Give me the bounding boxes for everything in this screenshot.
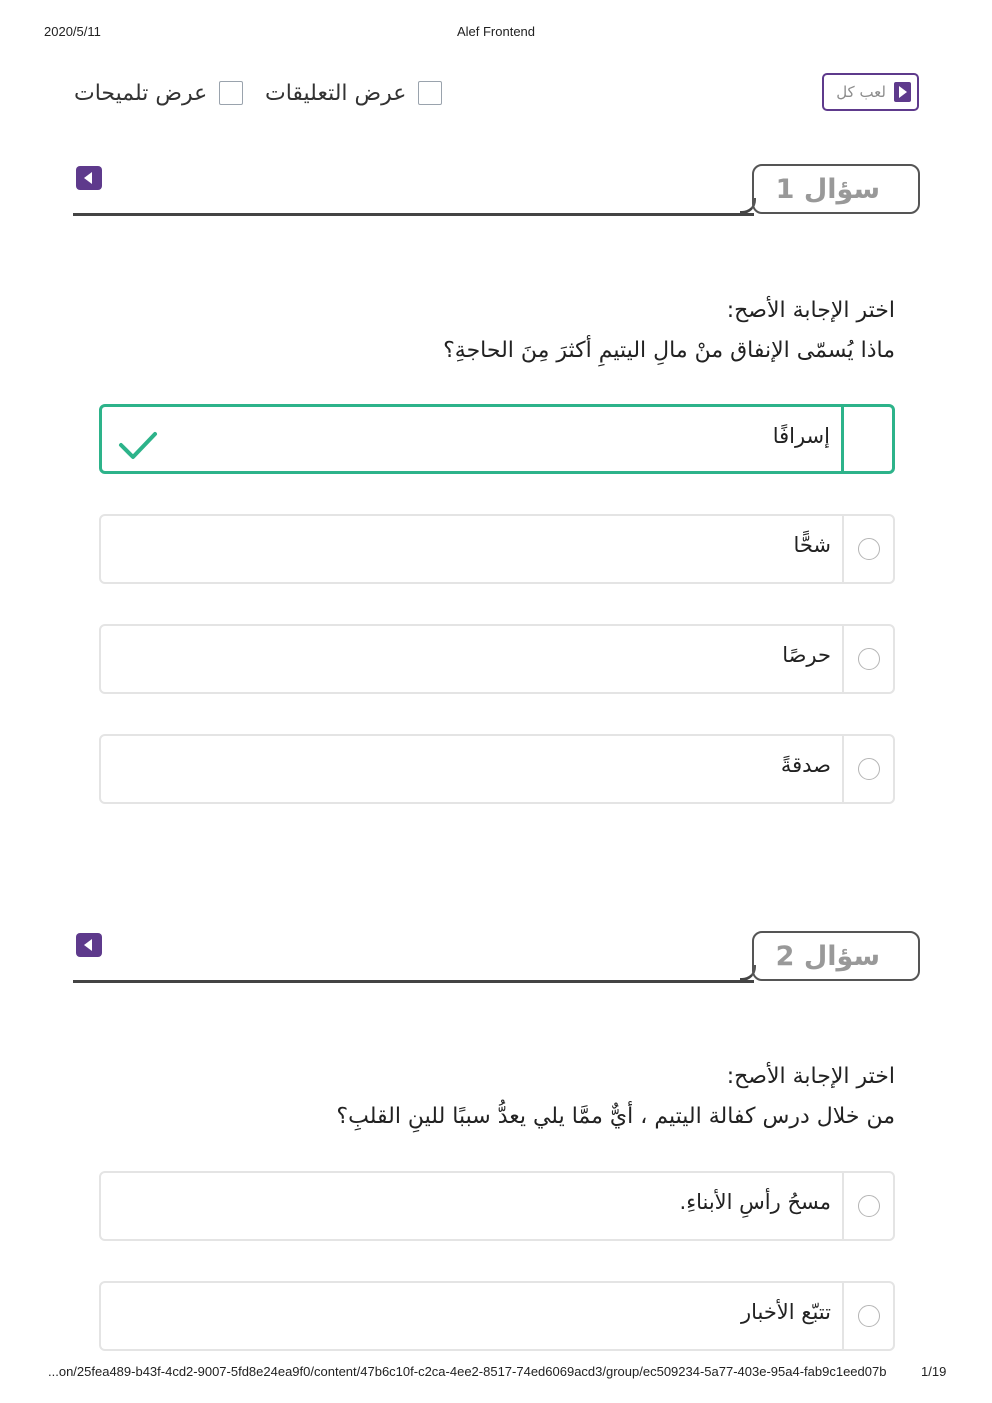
print-page-number: 1/19 xyxy=(921,1364,947,1379)
tab-corner xyxy=(740,198,756,214)
question-header xyxy=(73,931,920,983)
show-comments-toggle[interactable] xyxy=(265,80,442,106)
radio-button[interactable] xyxy=(858,648,880,670)
tab-corner xyxy=(740,965,756,981)
answer-option[interactable] xyxy=(99,404,895,474)
divider xyxy=(73,213,754,216)
show-hints-toggle[interactable] xyxy=(74,80,243,106)
question-tab xyxy=(752,164,920,214)
question-instruction: اختر الإجابة الأصح: xyxy=(726,298,895,323)
divider xyxy=(73,980,754,983)
show-hints-checkbox[interactable] xyxy=(219,81,243,105)
show-comments-checkbox[interactable] xyxy=(418,81,442,105)
radio-button[interactable] xyxy=(858,1195,880,1217)
option-selector-cell[interactable] xyxy=(842,736,893,802)
question-title: سؤال 2 xyxy=(775,940,880,972)
question-prompt: ماذا يُسمّى الإنفاق منْ مالِ اليتيمِ أكثرَ مِنَ الحاجةِ؟ xyxy=(443,338,895,363)
option-text: صدقةً xyxy=(780,753,831,777)
option-selector-cell[interactable] xyxy=(841,407,892,471)
radio-button[interactable] xyxy=(858,538,880,560)
answer-option[interactable] xyxy=(99,734,895,804)
show-comments-label: عرض التعليقات xyxy=(265,80,407,106)
radio-button[interactable] xyxy=(858,758,880,780)
print-title: Alef Frontend xyxy=(456,24,536,39)
answer-option[interactable] xyxy=(99,1281,895,1351)
option-text: تتبّع الأخبار xyxy=(740,1300,831,1324)
option-selector-cell[interactable] xyxy=(842,1173,893,1239)
play-all-label: لعب كل xyxy=(836,83,886,101)
print-url: ...on/25fea489-b43f-4cd2-9007-5fd8e24ea9f0/content/47b6c10f-c2ca-4ee2-8517-74ed6069acd3/group/ec509234-5a77-403e-95a4-fab9c1eed07b xyxy=(48,1364,887,1379)
option-text: مسحُ رأسِ الأبناءِ. xyxy=(679,1190,831,1214)
play-all-button[interactable] xyxy=(822,73,919,111)
question-title: سؤال 1 xyxy=(775,173,880,205)
option-selector-cell[interactable] xyxy=(842,516,893,582)
option-selector-cell[interactable] xyxy=(842,1283,893,1349)
option-selector-cell[interactable] xyxy=(842,626,893,692)
chevron-left-icon[interactable] xyxy=(76,166,102,190)
option-text: إسرافًا xyxy=(772,424,830,448)
question-instruction: اختر الإجابة الأصح: xyxy=(726,1064,895,1089)
chevron-left-icon[interactable] xyxy=(76,933,102,957)
question-prompt: من خلال درس كفالة اليتيم ، أيٌّ ممَّا يلي يعدُّ سببًا للينِ القلبِ؟ xyxy=(336,1104,895,1129)
print-date: 2020/5/11 xyxy=(44,24,101,39)
question-header xyxy=(73,164,920,216)
checkmark-icon xyxy=(118,429,158,463)
radio-button[interactable] xyxy=(858,1305,880,1327)
option-text: حرصًا xyxy=(782,643,831,667)
show-hints-label: عرض تلميحات xyxy=(74,80,208,106)
answer-option[interactable] xyxy=(99,624,895,694)
play-icon xyxy=(894,82,911,102)
answer-option[interactable] xyxy=(99,1171,895,1241)
question-tab xyxy=(752,931,920,981)
answer-option[interactable] xyxy=(99,514,895,584)
option-text: شحًّا xyxy=(793,533,831,557)
